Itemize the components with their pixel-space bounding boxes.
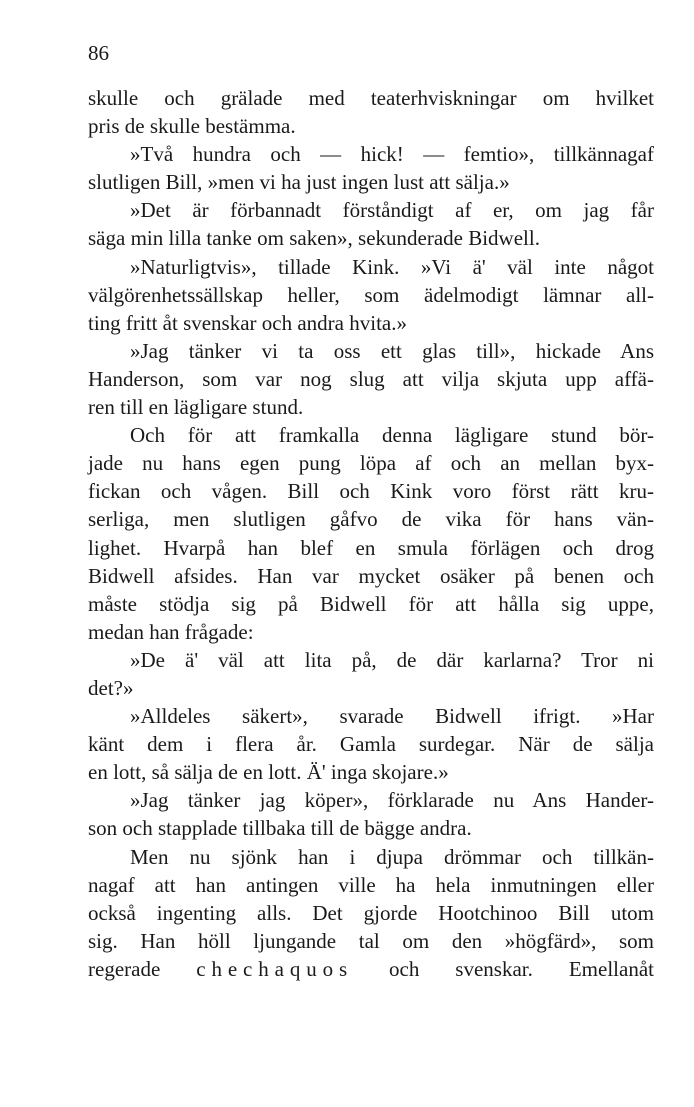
text-line: ren till en lägligare stund. xyxy=(88,395,304,420)
text-line: också ingenting alls. Det gjorde Hootchinoo Bill utom xyxy=(88,900,654,925)
text-line: fickan och vågen. Bill och Kink voro först rätt kru- xyxy=(88,479,654,504)
body-text xyxy=(88,84,654,983)
text-line: jade nu hans egen pung löpa af och an mellan byx- xyxy=(88,451,654,476)
spaced-word: chechaquos xyxy=(196,956,354,981)
text-line: lighet. Hvarpå han blef en smula förlägen och drog xyxy=(88,535,654,560)
text-line: slutligen Bill, »men vi ha just ingen lust att sälja.» xyxy=(88,170,510,195)
text-line: nagaf att han antingen ville ha hela inmutningen eller xyxy=(88,872,654,897)
text-line: måste stödja sig på Bidwell för att hålla sig uppe, xyxy=(88,591,654,616)
text-line: medan han frågade: xyxy=(88,619,254,644)
text-line: ting fritt åt svenskar och andra hvita.» xyxy=(88,310,407,335)
text-line: »Alldeles säkert», svarade Bidwell ifrigt. »Har xyxy=(130,704,654,729)
text-line: Handerson, som var nog slug att vilja skjuta upp affä- xyxy=(88,366,654,391)
text-line: Men nu sjönk han i djupa drömmar och tillkän- xyxy=(130,844,654,869)
text-line: serliga, men slutligen gåfvo de vika för hans vän- xyxy=(88,507,654,532)
text-line: »Det är förbannadt förståndigt af er, om jag får xyxy=(130,198,654,223)
text-line: »Två hundra och — hick! — femtio», tillkännagaf xyxy=(130,142,654,167)
text-line: sig. Han höll ljungande tal om den »högfärd», som xyxy=(88,928,654,953)
text-line: säga min lilla tanke om saken», sekunderade Bidwell. xyxy=(88,226,540,251)
text-line: skulle och grälade med teaterhviskningar om hvilket xyxy=(88,86,654,110)
text-line: en lott, så sälja de en lott. Ä' inga skojare.» xyxy=(88,760,449,785)
text-line: »Jag tänker vi ta oss ett glas till», hickade Ans xyxy=(130,338,654,363)
text-line: Och för att framkalla denna lägligare stund bör- xyxy=(130,423,654,448)
text-segment: regerade xyxy=(88,956,197,981)
text-segment: och svenskar. Emellanåt xyxy=(353,956,654,981)
text-line: pris de skulle bestämma. xyxy=(88,114,296,139)
text-line: »Naturligtvis», tillade Kink. »Vi ä' väl inte något xyxy=(130,254,654,279)
text-line: Bidwell afsides. Han var mycket osäker på benen och xyxy=(88,563,654,588)
text-line-final xyxy=(88,955,654,983)
text-line: son och stapplade tillbaka till de bägge andra. xyxy=(88,816,472,841)
text-line: »De ä' väl att lita på, de där karlarna? Tror ni xyxy=(130,647,654,672)
page-number: 86 xyxy=(88,41,109,65)
text-line: välgörenhetssällskap heller, som ädelmodigt lämnar all- xyxy=(88,282,654,307)
text-line: »Jag tänker jag köper», förklarade nu Ans Hander- xyxy=(130,788,654,813)
text-line: känt dem i flera år. Gamla surdegar. När de sälja xyxy=(88,732,654,757)
text-line: det?» xyxy=(88,675,134,700)
